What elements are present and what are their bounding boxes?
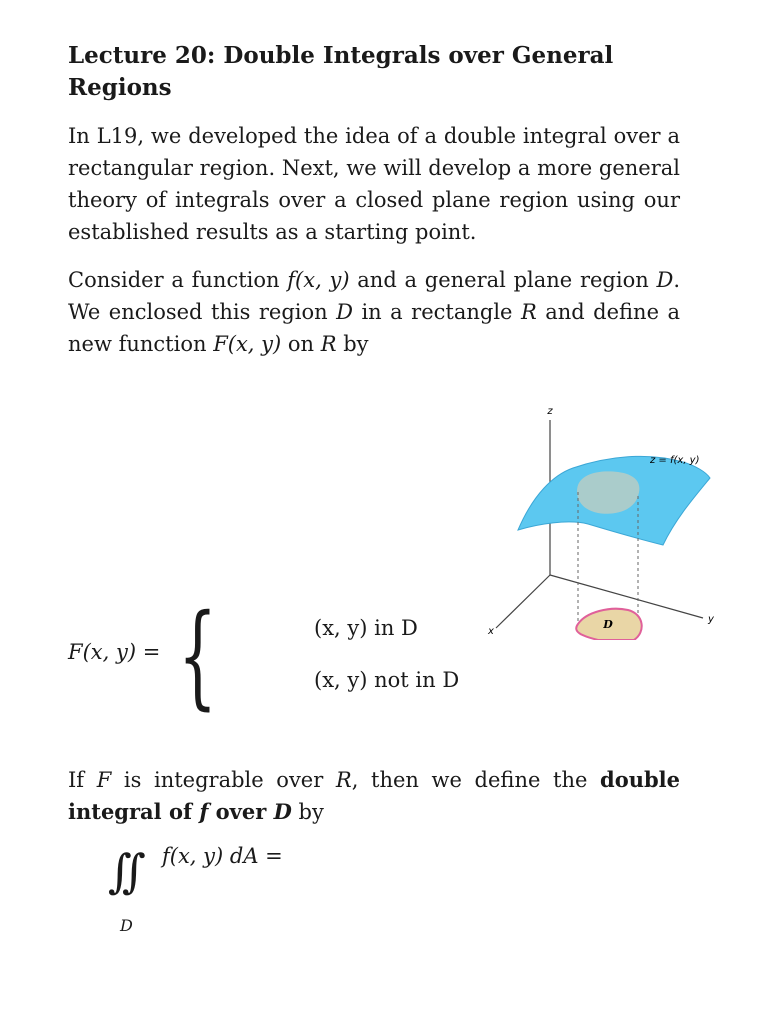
piecewise-case-2: (x, y) not in D [314,668,460,692]
math-F: F(x, y) [213,332,282,356]
z-axis-label: z [547,406,553,417]
text: and define a new function [68,300,680,356]
math-D: D [336,300,353,324]
bold-math-f: f [199,799,209,824]
text: and a general plane region [349,268,657,292]
lecture-title: Lecture 20: Double Integrals over General Regions [68,42,614,101]
bold-term: double integral of [68,767,680,824]
x-axis [496,575,550,628]
text: by [336,332,369,356]
double-integral-paragraph [68,764,680,828]
region-label: D [603,618,613,631]
integral-expression: f(x, y) dA = [162,844,283,868]
surface-region-figure [478,400,758,640]
text: by [291,800,324,824]
text: . We enclosed this region [68,268,680,324]
bold-term: over [208,799,274,824]
piecewise-case-1: (x, y) in D [314,616,418,640]
math-R: R [320,332,337,356]
integral-subscript: D [120,916,133,935]
definition-paragraph [68,264,680,360]
text: on [281,332,321,356]
left-brace: { [178,591,218,721]
math-F: F [96,768,112,792]
y-axis-label: y [708,614,714,625]
x-axis-label: x [488,626,494,637]
text: If [68,768,97,792]
text: , then we define the [351,768,601,792]
math-R: R [520,300,537,324]
text: is integrable over [111,768,336,792]
piecewise-lhs: F(x, y) = [68,640,161,664]
double-integral-symbol: ∫∫ [108,844,136,898]
text: in a rectangle [353,300,521,324]
math-f: f(x, y) [287,268,350,292]
intro-paragraph: In L19, we developed the idea of a double integral over a rectangular region. Next, we will develop a more general theory of integrals over a closed plane region using our established results as a starting point. [68,124,680,244]
math-R: R [335,768,352,792]
bold-math-D: D [273,799,292,824]
surface-label: z = f(x, y) [650,455,700,466]
text: Consider a function [68,268,288,292]
math-D: D [656,268,674,292]
